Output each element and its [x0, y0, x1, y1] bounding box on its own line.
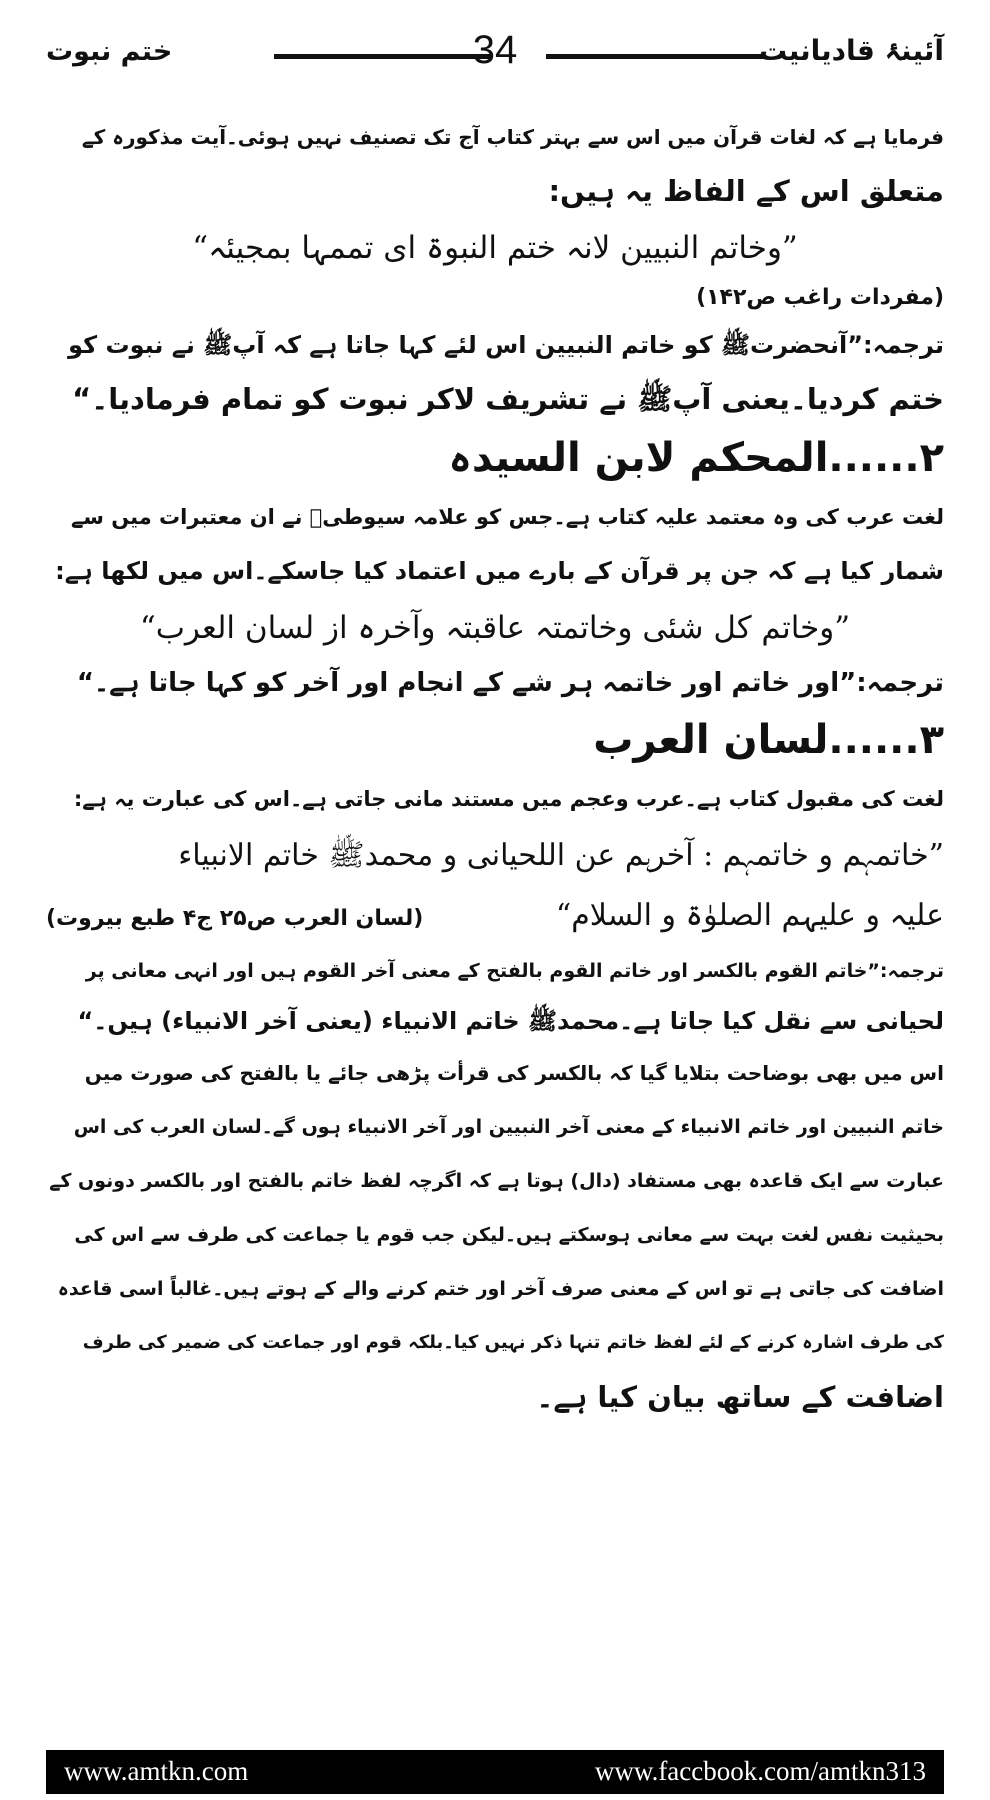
page-body [46, 110, 944, 1424]
header-topic-title: ختم نبوت [46, 36, 173, 67]
text-line: اس میں بھی بوضاحت بتلایا گیا کہ بالکسر کی قرأت پڑھی جائے یا بالفتح کی صورت میں [84, 1061, 944, 1085]
quote-with-reference [46, 886, 944, 946]
arabic-quote: ”وخاتم کل شئی وخاتمتہ عاقبتہ وآخرہ از لسان العرب“ [139, 610, 851, 646]
translation-line: ترجمہ:”اور خاتم اور خاتمہ ہر شے کے انجام اور آخر کو کہا جاتا ہے۔“ [76, 668, 944, 698]
section-heading: ۳......لسان العرب [593, 717, 944, 763]
arabic-quote: علیہ و علیہم الصلوٰۃ و السلام“ [555, 898, 944, 933]
text-line: شمار کیا ہے کہ جن پر قرآن کے بارے میں اعتماد کیا جاسکے۔اس میں لکھا ہے: [55, 557, 944, 585]
facebook-link: www.faccbook.com/amtkn313 [594, 1756, 926, 1786]
translation-line: ترجمہ:”آنحضرتﷺ کو خاتم النبیین اس لئے کہا جاتا ہے کہ آپﷺ نے نبوت کو [68, 331, 944, 359]
text-line: لغت کی مقبول کتاب ہے۔عرب وعجم میں مستند مانی جاتی ہے۔اس کی عبارت یہ ہے: [73, 787, 944, 811]
translation-line: لحیانی سے نقل کیا جاتا ہے۔محمدﷺ خاتم الانبیاء (یعنی آخر الانبیاء) ہیں۔“ [77, 1007, 944, 1035]
header-book-title: آئینۂ قادیانیت [759, 34, 944, 67]
page-footer [46, 1750, 944, 1794]
page-number: 34 [472, 28, 518, 72]
text-line: فرمایا ہے کہ لغات قرآن میں اس سے بہتر کتاب آج تک تصنیف نہیں ہوئی۔آیت مذکورہ کے [81, 125, 944, 149]
header-rule-right [546, 54, 764, 59]
header-rule-left [274, 54, 492, 59]
translation-line: ختم کردیا۔یعنی آپﷺ نے تشریف لاکر نبوت کو تمام فرمادیا۔“ [72, 382, 944, 416]
text-line: لغت عرب کی وہ معتمد علیہ کتاب ہے۔جس کو علامہ سیوطیؒ نے ان معتبرات میں سے [71, 505, 944, 529]
website-link: www.amtkn.com [64, 1756, 249, 1786]
reference: (مفردات راغب ص۱۴۲) [696, 285, 944, 310]
arabic-quote: ”وخاتم النبیین لانہ ختم النبوۃ ای تممہا بمجیئہ“ [192, 230, 798, 266]
text-line: متعلق اس کے الفاظ یہ ہیں: [548, 174, 944, 208]
text-line: خاتم النبیین اور خاتم الانبیاء کے معنی آخر النبیین اور آخر الانبیاء ہوں گے۔لسان العرب کی اس [73, 1116, 944, 1138]
translation-line: ترجمہ:”خاتم القوم بالکسر اور خاتم القوم بالفتح کے معنی آخر القوم ہیں اور انہی معانی پر [85, 960, 944, 982]
text-line: اضافت کی جاتی ہے تو اس کے معنی صرف آخر اور ختم کرنے والے کے ہوتے ہیں۔غالباً اسی قاعدہ [57, 1278, 944, 1300]
text-line: کی طرف اشارہ کرنے کے لئے لفظ خاتم تنہا ذکر نہیں کیا۔بلکہ قوم اور جماعت کی ضمیر کی طرف [82, 1332, 944, 1353]
section-heading: ۲......المحکم لابن السیدہ [448, 435, 944, 481]
arabic-quote: ”خاتمہم و خاتمہم : آخرہم عن اللحیانی و محمدﷺ خاتم الانبیاء [178, 838, 944, 873]
text-line: عبارت سے ایک قاعدہ بھی مستفاد (دال) ہوتا ہے کہ اگرچہ لفظ خاتم بالفتح اور بالکسر دونوں کے [49, 1170, 944, 1192]
reference: (لسان العرب ص۲۵ ج۴ طبع بیروت) [46, 906, 424, 931]
page-header [46, 28, 944, 88]
text-line: اضافت کے ساتھ بیان کیا ہے۔ [536, 1380, 944, 1414]
text-line: بحیثیت نفس لغت بہت سے معانی ہوسکتے ہیں۔لیکن جب قوم یا جماعت کی طرف سے اس کی [74, 1224, 944, 1246]
